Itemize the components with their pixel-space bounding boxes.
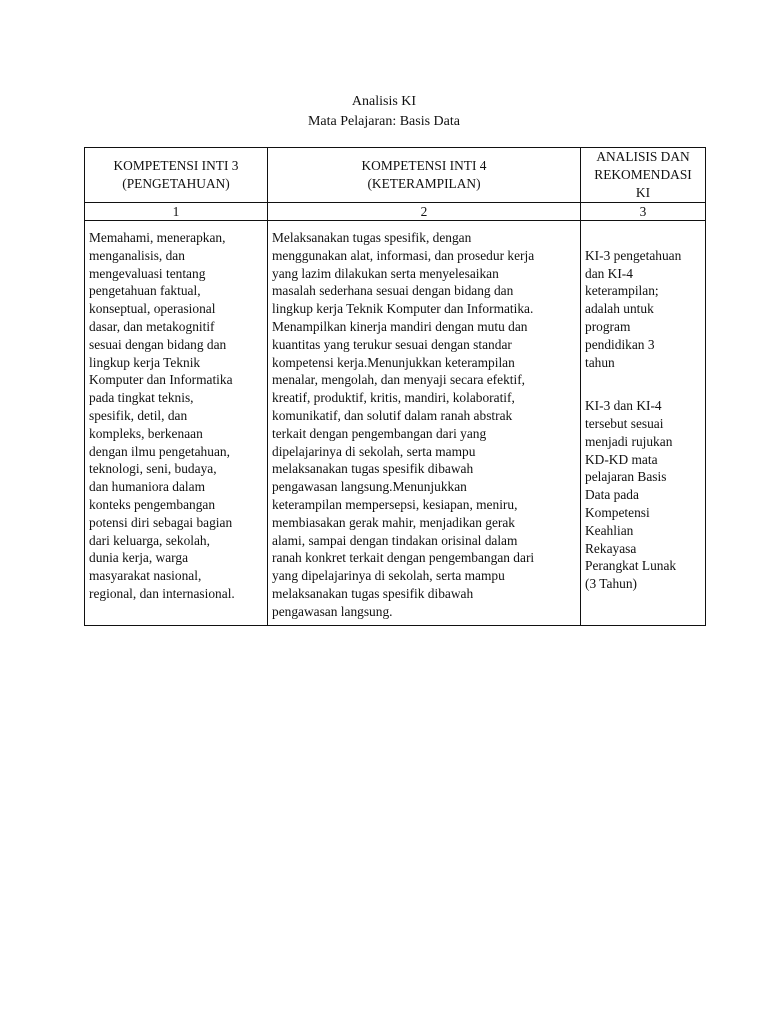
column-number-row bbox=[85, 203, 706, 221]
ki-analysis-table bbox=[84, 147, 706, 626]
column-header-ki3 bbox=[85, 148, 268, 203]
page-title: Analisis KI bbox=[351, 94, 417, 109]
ki4-description: Melaksanakan tugas spesifik, dengan menggunakan alat, informasi, dan prosedur kerja yang lazim dilakukan serta menyelesaikan masalah sederhana sesuai dengan bidang dan lingkup kerja Teknik Komputer dan Informatika. Menampilkan kinerja mandiri dengan mutu dan kuantitas yang terukur sesuai dengan standar kompetensi kerja.Menunjukkan keterampilan menalar, mengolah, dan menyaji secara efektif, kreatif, produktif, kritis, mandiri, kolaboratif, komunikatif, dan solutif dalam ranah abstrak terkait dengan pengembangan dari yang dipelajarinya di sekolah, serta mampu melaksanakan tugas spesifik dibawah pengawasan langsung.Menunjukkan keterampilan mempersepsi, kesiapan, meniru, membiasakan gerak mahir, menjadikan gerak alami, sampai dengan tindakan orisinal dalam ranah konkret terkait dengan pengembangan dari yang dipelajarinya di sekolah, serta mampu melaksanakan tugas spesifik dibawah pengawasan langsung. bbox=[268, 221, 581, 626]
page-subtitle: Mata Pelajaran: Basis Data bbox=[307, 114, 460, 129]
table-header-row bbox=[85, 148, 706, 203]
column-header-line: (PENGETAHUAN) bbox=[122, 176, 230, 191]
column-header-ki4 bbox=[268, 148, 581, 203]
column-header-analysis bbox=[581, 148, 706, 203]
column-header-line: REKOMENDASI bbox=[594, 167, 692, 182]
column-header-line: KOMPETENSI INTI 4 bbox=[361, 158, 487, 173]
column-header-line: (KETERAMPILAN) bbox=[367, 176, 481, 191]
column-header-line: ANALISIS DAN bbox=[596, 149, 690, 164]
analysis-cell bbox=[581, 221, 706, 626]
table-body-row bbox=[85, 221, 706, 626]
page-header bbox=[0, 92, 768, 132]
column-header-line: KI bbox=[635, 185, 651, 200]
column-header-line: KOMPETENSI INTI 3 bbox=[113, 158, 239, 173]
ki3-description: Memahami, menerapkan, menganalisis, dan mengevaluasi tentang pengetahuan faktual, konseptual, operasional dasar, dan metakognitif sesuai dengan bidang dan lingkup kerja Teknik Komputer dan Informatika pada tingkat teknis, spesifik, detil, dan kompleks, berkenaan dengan ilmu pengetahuan, teknologi, seni, budaya, dan humaniora dalam konteks pengembangan potensi diri sebagai bagian dari keluarga, sekolah, dunia kerja, warga masyarakat nasional, regional, dan internasional. bbox=[85, 221, 268, 626]
column-number: 1 bbox=[85, 203, 268, 221]
analysis-paragraph: KI-3 pengetahuan dan KI-4 keterampilan; adalah untuk program pendidikan 3 tahun bbox=[585, 247, 682, 370]
column-number: 2 bbox=[268, 203, 581, 221]
column-number: 3 bbox=[581, 203, 706, 221]
analysis-paragraph: KI-3 dan KI-4 tersebut sesuai menjadi rujukan KD-KD mata pelajaran Basis Data pada Kompetensi Keahlian Rekayasa Perangkat Lunak (3 Tahun) bbox=[585, 398, 677, 592]
